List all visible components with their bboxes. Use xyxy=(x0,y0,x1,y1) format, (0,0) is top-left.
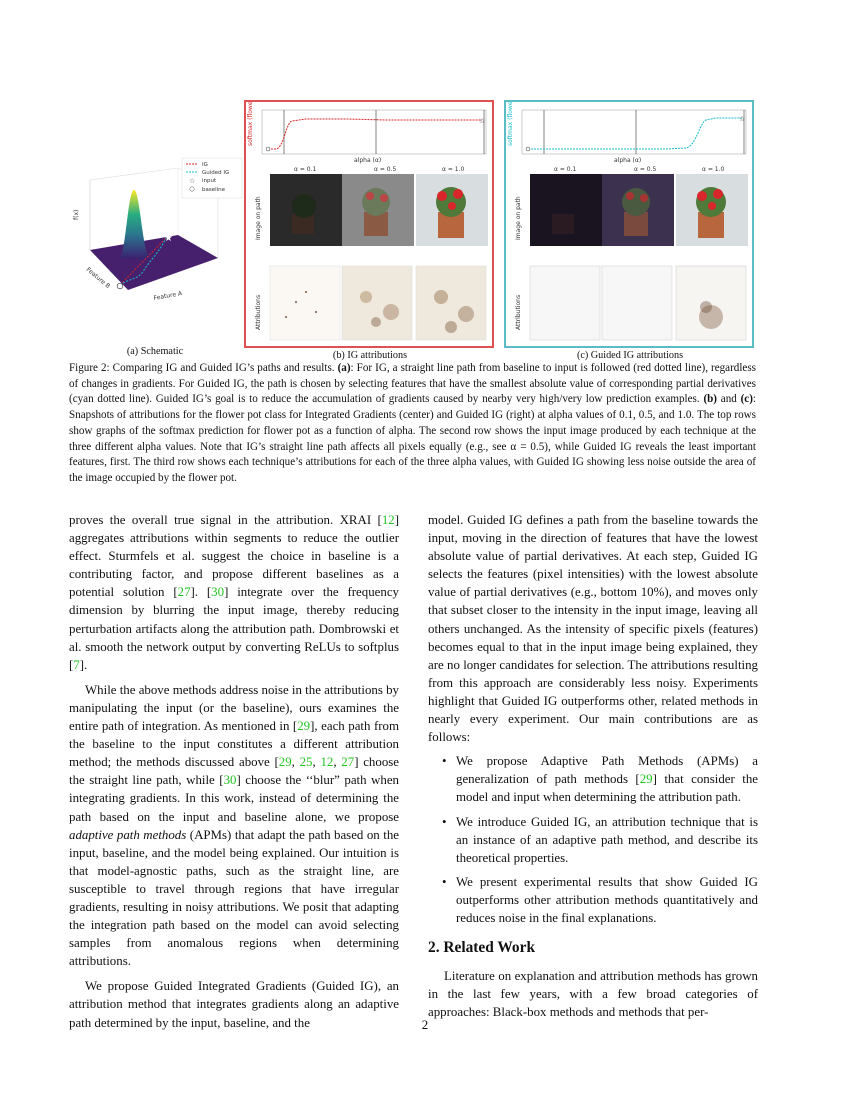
ig-attr-1 xyxy=(270,266,340,340)
subcaption-b: (b) IG attributions xyxy=(332,350,408,361)
citation-25[interactable]: 25 xyxy=(299,755,313,770)
right-column xyxy=(428,511,758,1021)
ig-image-2 xyxy=(342,174,414,246)
svg-text:☆: ☆ xyxy=(739,115,746,123)
caption-bold-a: (a) xyxy=(337,362,351,374)
left-paragraph-3: We propose Guided Integrated Gradients (Guided IG), an attribution method that integrates gradients along an adaptive path determined by the input, baseline, and the xyxy=(69,979,399,1030)
guided-softmax-plot xyxy=(522,110,746,154)
ig-row1-label: Image on path xyxy=(255,196,262,240)
guided-plot-xlabel: alpha (α) xyxy=(614,157,642,164)
ig-plot-ylabel: softmax (flowerpot) xyxy=(247,102,254,146)
list-item: • We introduce Guided IG, an attribution technique that is an instance of an adaptive path method, and describe its theoretical properties. xyxy=(456,813,758,867)
citation-27[interactable]: 27 xyxy=(177,585,191,600)
legend-star-icon: ☆ xyxy=(189,177,196,185)
subcaption-c: (c) Guided IG attributions xyxy=(576,350,684,361)
baseline-marker xyxy=(117,283,123,289)
schematic-plot xyxy=(68,150,250,340)
page-number: 2 xyxy=(421,1018,429,1032)
axis-x-label: Feature A xyxy=(153,290,183,302)
guided-alpha-3: α = 1.0 xyxy=(702,166,725,173)
svg-text:☆: ☆ xyxy=(479,117,486,125)
gaussian-peak xyxy=(120,190,150,260)
citation-30[interactable]: 30 xyxy=(211,585,225,600)
guided-image-3 xyxy=(676,174,748,246)
caption-bold-b: (b) xyxy=(703,393,717,406)
axis-z-label: f(x) xyxy=(73,209,80,220)
guided-image-2 xyxy=(602,174,674,246)
ig-plot-xlabel: alpha (α) xyxy=(354,157,382,164)
ig-alpha-1: α = 0.1 xyxy=(294,166,317,173)
guided-attr-1 xyxy=(530,266,600,340)
section-heading-related-work: 2. Related Work xyxy=(428,939,536,957)
ig-image-1 xyxy=(270,174,342,246)
ig-row2-label: Attributions xyxy=(255,294,262,330)
subcaption-a: (a) Schematic xyxy=(126,346,184,357)
citation-29[interactable]: 29 xyxy=(297,719,311,734)
legend-baseline: baseline xyxy=(202,187,226,193)
right-paragraph-1: model. Guided IG defines a path from the baseline towards the input, moving in the direction of features that have the lowest absolute value of partial derivatives. At each step, Guided IG selects the features (pixel intensities) with the lowest absolute value of partial derivatives (e.g., bottom 10%), and moves only that subset closer to the intensity in the input image, leaving all others unchanged. As the intensity of specific pixels (features) becomes equal to that in the input image being explained, they are no longer candidates for selection. The attributions resulting from this approach are considerably less noisy. Experiments highlight that Guided IG outperforms other, related methods in nearly every experiment. Our main contributions are as follows: xyxy=(428,513,758,745)
guided-alpha-2: α = 0.5 xyxy=(634,166,657,173)
citation-29[interactable]: 29 xyxy=(278,755,292,770)
caption-text-1: Comparing IG and Guided IG’s paths and results. xyxy=(109,362,338,374)
legend-guided-ig: Guided IG xyxy=(202,170,230,176)
legend-circle-icon xyxy=(190,187,194,191)
left-paragraph-1: proves the overall true signal in the attribution. XRAI [12] aggregates attributions within segments to reduce the outlier effect. Sturmfels et al. suggest the choice in baseline is a contributing factor, and propose different baselines as a potential solution [27]. [30] integrate over the frequency dimension by blurring the input image, thereby reducing perturbation artifacts along the attribution path. Dombrowski et al. smooth the network output by converting ReLUs to softplus [7]. xyxy=(69,513,399,672)
guided-attr-2 xyxy=(602,266,672,340)
contributions-list xyxy=(428,752,758,927)
schematic-figure xyxy=(68,150,250,340)
legend-input: input xyxy=(202,178,217,184)
ig-attr-2 xyxy=(342,266,412,340)
panel-guided-ig xyxy=(504,100,754,348)
caption-text-3: : Snapshots of attributions for the flower pot class for Integrated Gradients (center) and Guided IG (right) at alpha values of 0.1, 0.5, and 1.0. The top rows show graphs of the softmax prediction for flower pot as a function of alpha. The second row shows the input image produced by each technique at the three different alpha values. Note that IG’s straight line path affects all pixels equally (e.g., see α = 0.5), while Guided IG reveals the least important features, first. The third row shows each technique’s attributions for each of the three alpha values, with Guided IG showing less noise outside the area of the image occupied by the flower pot. xyxy=(69,393,756,484)
ig-image-3 xyxy=(416,174,488,246)
caption-text-2: : For IG, a straight line path from baseline to input is followed (red dotted line), regardless of changes in gradients. For Guided IG, the path is chosen by selecting features that have the smallest absolute value of corresponding partial derivatives (cyan dotted line). Guided IG’s goal is to reduce the accumulation of gradients caused by nearby very high/very low prediction examples. xyxy=(69,362,756,406)
guided-row1-label: Image on path xyxy=(515,196,522,240)
list-item: • We propose Adaptive Path Methods (APMs) a generalization of path methods [29] that consider the model and input when determining the attribution path. xyxy=(456,752,758,806)
caption-label: Figure 2: xyxy=(69,362,110,374)
guided-alpha-1: α = 0.1 xyxy=(554,166,577,173)
ig-attr-3 xyxy=(416,266,486,340)
panel-ig xyxy=(244,100,494,348)
legend-ig: IG xyxy=(202,162,208,168)
schematic-legend xyxy=(182,158,242,198)
citation-30[interactable]: 30 xyxy=(223,773,237,788)
right-paragraph-2: Literature on explanation and attribution methods has grown in the last few years, with a few broad categories of approaches: Black-box methods and methods that per- xyxy=(428,969,758,1020)
guided-image-1 xyxy=(530,174,602,246)
figure-caption xyxy=(69,361,756,487)
list-item: • We present experimental results that show Guided IG outperforms other attribution methods quantitatively and reduces noise in the final explanations. xyxy=(456,873,758,927)
guided-row2-label: Attributions xyxy=(515,294,522,330)
guided-plot-ylabel: softmax (flowerpot) xyxy=(507,102,514,146)
guided-attr-3 xyxy=(676,266,746,340)
citation-12[interactable]: 12 xyxy=(381,513,395,527)
ig-alpha-3: α = 1.0 xyxy=(442,166,465,173)
left-column xyxy=(69,511,399,1032)
citation-29[interactable]: 29 xyxy=(639,772,653,787)
citation-27[interactable]: 27 xyxy=(341,755,355,770)
ig-softmax-plot xyxy=(262,110,486,154)
input-star-icon: ★ xyxy=(164,233,173,244)
axis-y-label: Feature B xyxy=(84,266,112,290)
ig-alpha-2: α = 0.5 xyxy=(374,166,397,173)
caption-bold-c: (c) xyxy=(740,393,753,406)
citation-12[interactable]: 12 xyxy=(320,755,334,770)
left-paragraph-2: While the above methods address noise in the attributions by manipulating the input (or the baseline), ours examines the entire path of integration. As mentioned in [29], each path from the baseline to the input constitutes a different attribution method; the methods discussed above [29, 25, 12, 27] choose the straight line path, while [30] choose the ‘‘blur” path when integrating gradients. In this work, instead of determining the path based on the input and baseline alone, we propose adaptive path methods (APMs) that adapt the path based on the input, baseline, and the model being explained. Our intuition is that model-agnostic paths, such as the straight line, are susceptible to travel through regions that have irregular gradients, resulting in noisy attributions. We posit that adapting the integration path based on the model can avoid selecting samples from anomalous regions when determining attributions. xyxy=(69,682,400,969)
citation-7[interactable]: 7 xyxy=(73,657,80,672)
emphasis-apm: adaptive path methods xyxy=(69,827,187,842)
caption-and: and xyxy=(717,393,741,406)
